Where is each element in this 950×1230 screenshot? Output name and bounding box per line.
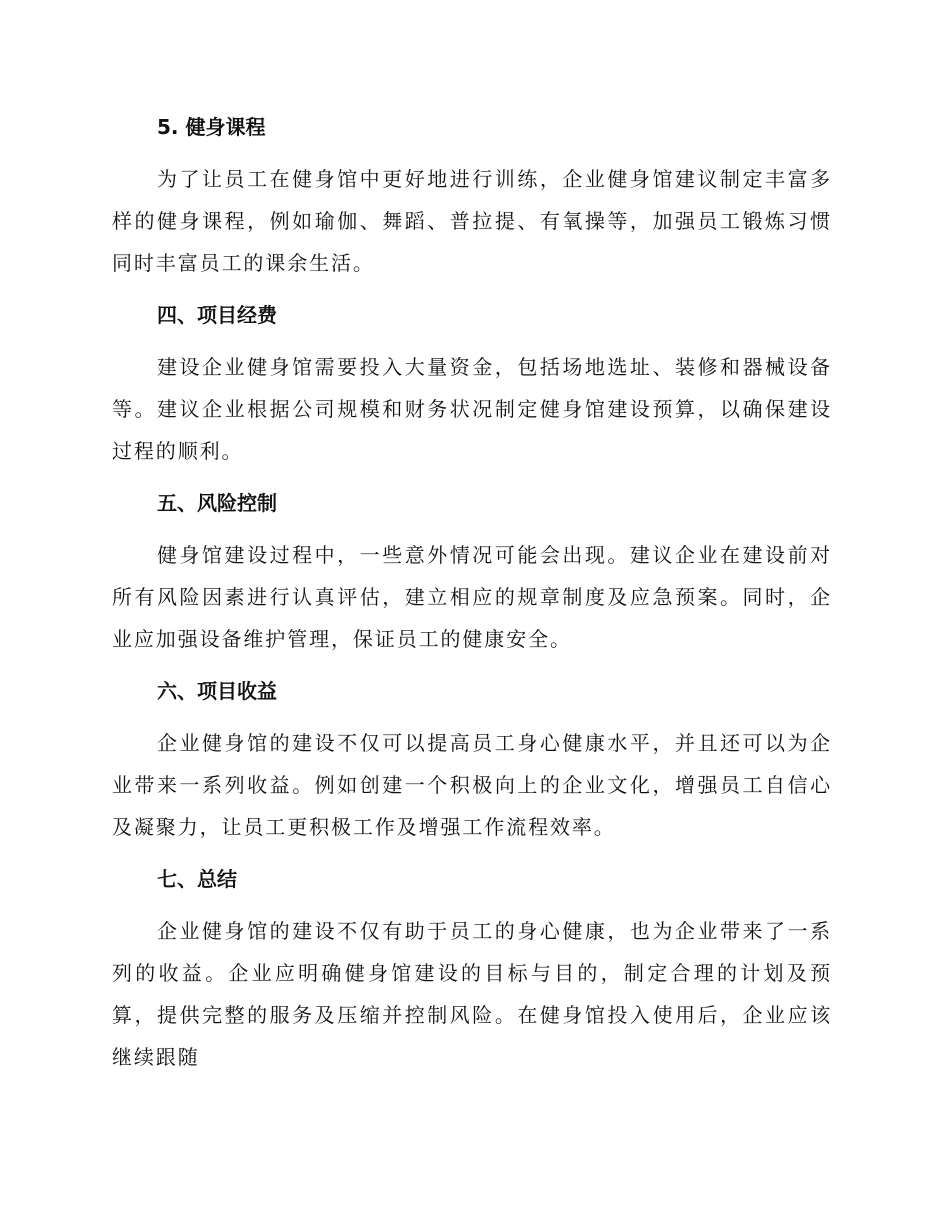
section-summary (112, 858, 832, 1078)
section-paragraph: 建设企业健身馆需要投入大量资金，包括场地选址、装修和器械设备等。建议企业根据公司规模和财务状况制定健身馆建设预算，以确保建设过程的顺利。 (112, 355, 832, 463)
document-page (112, 106, 832, 1088)
section-project-funding (112, 294, 832, 472)
section-fitness-courses (112, 106, 832, 284)
section-heading: 5. 健身课程 (157, 115, 266, 139)
section-paragraph: 健身馆建设过程中，一些意外情况可能会出现。建议企业在建设前对所有风险因素进行认真评估，建立相应的规章制度及应急预案。同时，企业应加强设备维护管理，保证员工的健康安全。 (112, 543, 832, 651)
section-heading: 六、项目收益 (157, 679, 277, 703)
section-heading: 四、项目经费 (157, 303, 277, 327)
section-heading: 五、风险控制 (157, 491, 277, 515)
section-paragraph: 企业健身馆的建设不仅有助于员工的身心健康，也为企业带来了一系列的收益。企业应明确健身馆建设的目标与目的，制定合理的计划及预算，提供完整的服务及压缩并控制风险。在健身馆投入使用后，企业应该继续跟随 (112, 919, 832, 1069)
section-paragraph: 企业健身馆的建设不仅可以提高员工身心健康水平，并且还可以为企业带来一系列收益。例如创建一个积极向上的企业文化，增强员工自信心及凝聚力，让员工更积极工作及增强工作流程效率。 (112, 731, 832, 839)
section-project-benefits (112, 670, 832, 848)
section-heading: 七、总结 (157, 867, 237, 891)
section-risk-control (112, 482, 832, 660)
section-paragraph: 为了让员工在健身馆中更好地进行训练，企业健身馆建议制定丰富多样的健身课程，例如瑜伽、舞蹈、普拉提、有氧操等，加强员工锻炼习惯同时丰富员工的课余生活。 (112, 167, 832, 275)
